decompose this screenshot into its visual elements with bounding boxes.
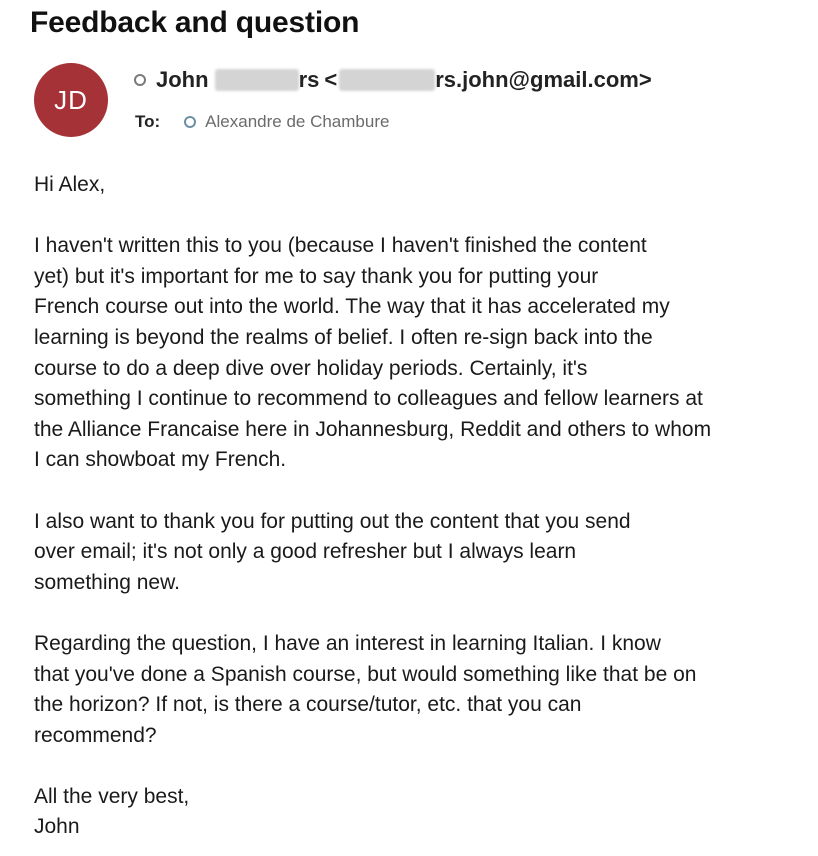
closing: All the very best, [34,784,190,808]
recipient-name[interactable]: Alexandre de Chambure [205,112,390,131]
sender-name-end: rs [298,67,320,92]
paragraph-thanks [34,231,809,476]
signature: John [34,815,80,839]
presence-status-icon [134,74,146,86]
redacted-name-block [215,69,299,91]
sender-email-open: < [324,67,338,92]
email-body [34,170,809,843]
body-line: the Alliance Francaise here in Johannesburg, Reddit and others to whom [34,417,712,441]
body-line: something I continue to recommend to colleagues and fellow learners at [34,387,703,411]
body-line: over email; it's not only a good refresher but I always learn [34,540,577,564]
greeting: Hi Alex, [34,173,106,196]
body-line: yet) but it's important for me to say thank you for putting your [34,264,599,288]
body-line: I can showboat my French. [34,448,287,472]
avatar-initials: JD [54,84,88,115]
body-line: that you've done a Spanish course, but would something like that be on [34,662,697,686]
sender-line[interactable] [134,66,652,94]
paragraph-question [34,629,809,751]
body-line: course to do a deep dive over holiday periods. Certainly, it's [34,356,588,380]
body-line: French course out into the world. The way that it has accelerated my [34,295,670,319]
email-subject: Feedback and question [30,6,360,39]
sender-name-start: John [156,67,209,92]
body-line: recommend? [34,723,157,747]
paragraph-email-content [34,507,809,599]
recipient-line [135,110,389,134]
body-line: the horizon? If not, is there a course/tutor, etc. that you can [34,693,582,717]
body-line: learning is beyond the realms of belief. I often re-sign back into the [34,325,653,349]
redacted-email-block [339,69,435,91]
body-line: I haven't written this to you (because I haven't finished the content [34,234,647,258]
sender-avatar[interactable] [34,63,108,137]
body-line: something new. [34,570,180,594]
body-line: Regarding the question, I have an interest in learning Italian. I know [34,631,661,655]
to-label: To: [135,112,161,131]
recipient-status-icon [184,116,196,128]
sender-email-end: rs.john@gmail.com> [435,67,652,92]
body-line: I also want to thank you for putting out the content that you send [34,509,631,533]
